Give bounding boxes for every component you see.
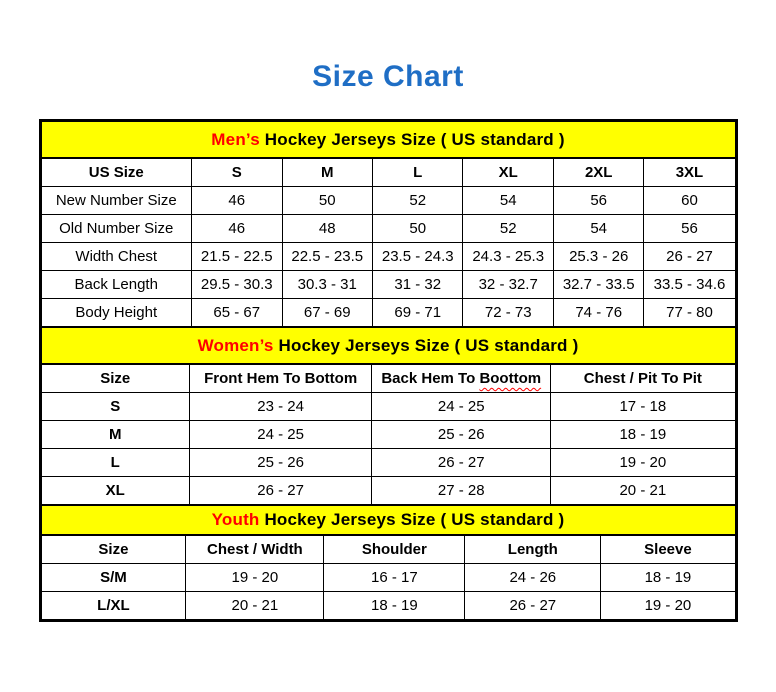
row-label: Width Chest xyxy=(42,243,192,271)
table-cell: 21.5 - 22.5 xyxy=(192,243,282,271)
table-cell: 19 - 20 xyxy=(551,449,735,477)
table-cell: 52 xyxy=(463,215,553,243)
table-cell: 48 xyxy=(282,215,372,243)
table-header-row xyxy=(42,159,735,187)
table-row xyxy=(42,449,735,477)
table-cell: 20 - 21 xyxy=(186,592,324,620)
row-label: Body Height xyxy=(42,299,192,327)
column-header: 2XL xyxy=(553,159,643,187)
section-header-mens xyxy=(42,122,735,159)
table-cell: 18 - 19 xyxy=(601,564,735,592)
table-header-row xyxy=(42,365,735,393)
table-cell: 56 xyxy=(553,187,643,215)
table-cell: 46 xyxy=(192,215,282,243)
table-cell: 54 xyxy=(463,187,553,215)
table-cell: 19 - 20 xyxy=(601,592,735,620)
table-cell: 54 xyxy=(553,215,643,243)
youth-size-table xyxy=(42,536,735,619)
row-label: Old Number Size xyxy=(42,215,192,243)
row-label: XL xyxy=(42,477,190,505)
section-header-womens xyxy=(42,326,735,365)
table-cell: 31 - 32 xyxy=(372,271,462,299)
table-cell: 50 xyxy=(372,215,462,243)
table-cell: 72 - 73 xyxy=(463,299,553,327)
section-heading-text: Hockey Jerseys Size ( US standard ) xyxy=(259,510,565,529)
column-header: Chest / Width xyxy=(186,536,324,564)
table-cell: 60 xyxy=(644,187,735,215)
table-cell: 26 - 27 xyxy=(372,449,551,477)
column-header: XL xyxy=(463,159,553,187)
table-cell: 29.5 - 30.3 xyxy=(192,271,282,299)
section-accent-label: Men’s xyxy=(211,130,260,149)
table-cell: 20 - 21 xyxy=(551,477,735,505)
column-header: S xyxy=(192,159,282,187)
column-header: L xyxy=(372,159,462,187)
table-row xyxy=(42,592,735,620)
section-heading-text: Hockey Jerseys Size ( US standard ) xyxy=(273,336,579,355)
table-header-row xyxy=(42,536,735,564)
page-title: Size Chart xyxy=(312,60,464,93)
section-womens xyxy=(42,326,735,504)
table-row xyxy=(42,187,735,215)
column-header: Sleeve xyxy=(601,536,735,564)
table-cell: 32 - 32.7 xyxy=(463,271,553,299)
column-header: US Size xyxy=(42,159,192,187)
table-cell: 23.5 - 24.3 xyxy=(372,243,462,271)
table-row xyxy=(42,243,735,271)
section-header-youth xyxy=(42,504,735,536)
table-cell: 26 - 27 xyxy=(465,592,601,620)
table-cell: 56 xyxy=(644,215,735,243)
table-row xyxy=(42,393,735,421)
table-cell: 17 - 18 xyxy=(551,393,735,421)
table-cell: 74 - 76 xyxy=(553,299,643,327)
section-mens xyxy=(42,122,735,326)
table-cell: 18 - 19 xyxy=(551,421,735,449)
column-header: Back Hem To Boottom xyxy=(372,365,551,393)
column-header: Chest / Pit To Pit xyxy=(551,365,735,393)
table-row xyxy=(42,215,735,243)
column-header: Front Hem To Bottom xyxy=(190,365,372,393)
table-cell: 24 - 25 xyxy=(190,421,372,449)
table-cell: 23 - 24 xyxy=(190,393,372,421)
table-cell: 24 - 26 xyxy=(465,564,601,592)
table-cell: 67 - 69 xyxy=(282,299,372,327)
table-row xyxy=(42,564,735,592)
misspelled-word: Boottom xyxy=(479,370,542,387)
column-header: Length xyxy=(465,536,601,564)
row-label: Back Length xyxy=(42,271,192,299)
table-cell: 19 - 20 xyxy=(186,564,324,592)
table-cell: 27 - 28 xyxy=(372,477,551,505)
table-cell: 77 - 80 xyxy=(644,299,735,327)
row-label: L xyxy=(42,449,190,477)
table-cell: 24 - 25 xyxy=(372,393,551,421)
table-cell: 30.3 - 31 xyxy=(282,271,372,299)
table-cell: 25.3 - 26 xyxy=(553,243,643,271)
column-header: Size xyxy=(42,536,186,564)
table-cell: 69 - 71 xyxy=(372,299,462,327)
section-youth xyxy=(42,504,735,619)
table-row xyxy=(42,299,735,327)
table-cell: 33.5 - 34.6 xyxy=(644,271,735,299)
row-label: M xyxy=(42,421,190,449)
table-cell: 24.3 - 25.3 xyxy=(463,243,553,271)
table-cell: 26 - 27 xyxy=(190,477,372,505)
table-cell: 25 - 26 xyxy=(372,421,551,449)
table-row xyxy=(42,271,735,299)
size-chart-table-group xyxy=(39,119,738,622)
table-cell: 18 - 19 xyxy=(324,592,465,620)
row-label: S xyxy=(42,393,190,421)
row-label: L/XL xyxy=(42,592,186,620)
table-row xyxy=(42,477,735,505)
table-cell: 52 xyxy=(372,187,462,215)
column-header: Size xyxy=(42,365,190,393)
column-header: M xyxy=(282,159,372,187)
column-header: 3XL xyxy=(644,159,735,187)
section-heading-text: Hockey Jerseys Size ( US standard ) xyxy=(259,130,565,149)
mens-size-table xyxy=(42,159,735,326)
row-label: S/M xyxy=(42,564,186,592)
table-cell: 50 xyxy=(282,187,372,215)
table-cell: 22.5 - 23.5 xyxy=(282,243,372,271)
row-label: New Number Size xyxy=(42,187,192,215)
section-accent-label: Women’s xyxy=(197,336,274,355)
table-cell: 65 - 67 xyxy=(192,299,282,327)
table-cell: 46 xyxy=(192,187,282,215)
table-row xyxy=(42,421,735,449)
table-cell: 25 - 26 xyxy=(190,449,372,477)
column-header: Shoulder xyxy=(324,536,465,564)
table-cell: 16 - 17 xyxy=(324,564,465,592)
table-cell: 26 - 27 xyxy=(644,243,735,271)
womens-size-table xyxy=(42,365,735,504)
section-accent-label: Youth xyxy=(211,510,260,529)
table-cell: 32.7 - 33.5 xyxy=(553,271,643,299)
